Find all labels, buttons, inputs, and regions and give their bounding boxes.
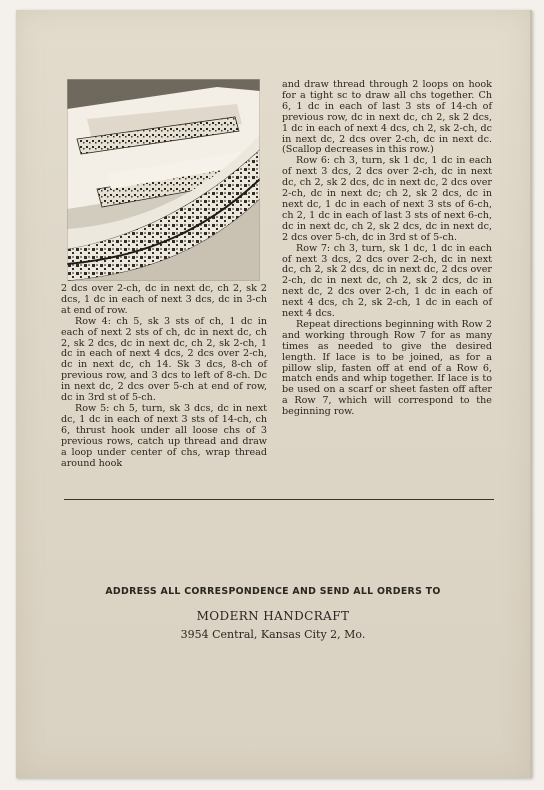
crochet-lace-photo-icon	[67, 79, 260, 281]
instruction-paragraph: and draw thread through 2 loops on hook for a tight sc to draw all chs together. Ch 6, 1 dc in each of last 3 sts of 14-ch of previous row, dc in next dc, ch 2, sk 2 dcs, 1 dc in each of next 4 dcs, ch 2, sk 2-ch, dc in next dc, 2 dcs over 2-ch, dc in next dc. (Scallop decreases in this row.)	[282, 79, 492, 156]
instruction-paragraph-row-4: Row 4: ch 5, sk 3 sts of ch, 1 dc in each of next 2 sts of ch, dc in next dc, ch 2, sk 2 dcs, dc in next dc, ch 2, sk 2-ch, 1 dc in each of next 4 dcs, 2 dcs over 2-ch, dc in next dc, ch 14. Sk 3 dcs, 8-ch of previous row, and 3 dcs to left of 8-ch. Dc in next dc, 2 dcs over 5-ch at end of row, dc in 3rd st of 5-ch.	[61, 315, 267, 404]
instruction-paragraph: 2 dcs over 2-ch, dc in next dc, ch 2, sk 2 dcs, 1 dc in each of next 3 dcs, dc in 3-ch at end of row.	[61, 283, 267, 316]
company-name: MODERN HANDCRAFT	[196, 609, 350, 623]
instructions-right-column	[282, 80, 492, 418]
instruction-paragraph-row-5: Row 5: ch 5, turn, sk 3 dcs, dc in next dc, 1 dc in each of next 3 sts of 14-ch, ch 6, thrust hook under all loose chs of 3 previous rows, catch up thread and draw a loop under center of chs, wrap thread around hook	[61, 402, 267, 469]
company-address: 3954 Central, Kansas City 2, Mo.	[180, 628, 366, 641]
lace-pillowcase-photo	[67, 79, 260, 281]
instruction-paragraph-row-6: Row 6: ch 3, turn, sk 1 dc, 1 dc in each of next 3 dcs, 2 dcs over 2-ch, dc in next dc, ch 2, sk 2 dcs, dc in next dc, 2 dcs over 2-ch, dc in next dc; ch 2, sk 2 dcs, dc in next dc, 1 dc in each of next 3 sts of 6-ch, ch 2, 1 dc in each of last 3 sts of next 6-ch, dc in next dc, ch 2, sk 2 dcs, dc in next dc, 2 dcs over 5-ch, dc in 3rd st of 5-ch.	[282, 155, 492, 243]
instruction-paragraph-row-7: Row 7: ch 3, turn, sk 1 dc, 1 dc in each of next 3 dcs, 2 dcs over 2-ch, dc in next dc, ch 2, sk 2 dcs, dc in next dc, 2 dcs over 2-ch, dc in next dc, ch 2, sk 2 dcs, dc in next dc, 2 dcs over 2-ch, 1 dc in each of next 4 dcs, ch 2, sk 2-ch, 1 dc in each of next 4 dcs.	[282, 242, 492, 320]
booklet-page	[16, 10, 532, 778]
instructions-left-column	[61, 284, 267, 469]
address-heading: ADDRESS ALL CORRESPONDENCE AND SEND ALL ORDERS TO	[105, 586, 441, 597]
section-divider	[64, 499, 494, 500]
instruction-paragraph-repeat: Repeat directions beginning with Row 2 and working through Row 7 for as many times as needed to give the desired length. If lace is to be joined, as for a pillow slip, fasten off at end of a Row 6, match ends and whip together. If lace is to be used on a scarf or sheet fasten off after a Row 7, which will correspond to the beginning row.	[282, 318, 492, 418]
